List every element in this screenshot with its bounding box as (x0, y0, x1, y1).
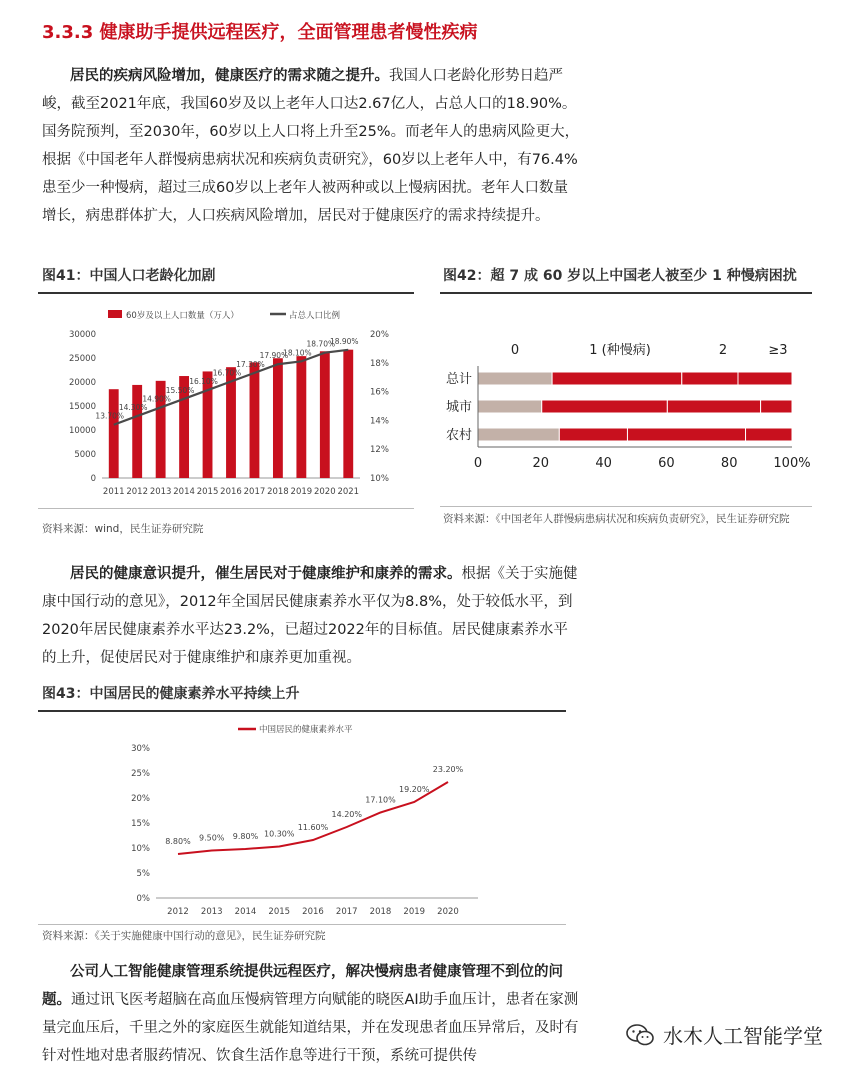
fig41-yleft-tick: 15000 (68, 402, 96, 412)
fig43-source: 资料来源：《关于实施健康中国行动的意见》，民生证券研究院 (42, 930, 326, 942)
fig42-bar-segment (682, 372, 738, 385)
fig41-bar (320, 351, 330, 478)
fig43-data-label: 8.80% (165, 837, 191, 846)
fig41-yleft-tick: 5000 (74, 450, 96, 460)
fig43-data-label: 10.30% (263, 829, 295, 839)
fig42-x-tick: 20 (532, 456, 550, 471)
fig42-segment-label: ≥3 (768, 343, 788, 358)
fig42-source: 资料来源：《中国老年人群慢病患病状况和疾病负责研究》，民生证券研究院 (443, 513, 790, 525)
paragraph-2-lead: 居民的健康意识提升，催生居民对于健康维护和康养的需求。 (70, 566, 462, 582)
fig43-y-tick: 0% (136, 894, 150, 904)
fig42-bar-segment (746, 428, 792, 441)
fig43-x-tick: 2017 (335, 907, 358, 917)
fig41-yright-tick: 20% (370, 330, 389, 340)
fig42-bar-segment (478, 372, 552, 385)
fig41-bar (273, 358, 283, 478)
fig43-y-tick: 25% (131, 769, 150, 779)
section-heading: 3.3.3 健康助手提供远程医疗，全面管理患者慢性疾病 (42, 22, 478, 43)
fig41-bar (250, 362, 260, 478)
fig41-bottom-rule (38, 508, 414, 509)
fig41-yleft-tick: 30000 (68, 330, 96, 340)
fig42-bar-segment (761, 400, 792, 413)
fig42-segment-label: 0 (510, 343, 520, 358)
fig43-x-tick: 2015 (268, 907, 291, 917)
fig41-x-tick: 2016 (220, 487, 242, 497)
fig43-y-tick: 20% (131, 794, 150, 804)
fig43-data-label: 17.10% (365, 795, 396, 805)
fig42-bottom-rule (440, 506, 812, 507)
fig42-segment-label: 2 (718, 343, 728, 358)
fig41-x-tick: 2017 (243, 487, 266, 497)
paragraph-3-body: 通过讯飞医考超脑在高血压慢病管理方向赋能的晓医AI助手血压计，患者在家测量完血压后，千里之外的家庭医生就能知道结果，并在发现患者血压异常后，及时有针对性地对患者服药情况、饮食生活作息等进行干预，系统可提供传 (42, 992, 579, 1064)
watermark-text: 水木人工智能学堂 (663, 1024, 823, 1048)
fig43-y-tick: 5% (136, 869, 150, 879)
fig43-x-tick: 2014 (234, 907, 257, 917)
fig42-chart (440, 298, 812, 506)
paragraph-2-body: 根据《关于实施健康中国行动的意见》，2012年全国居民健康素养水平仅为8.8%，处于较低水平，到2020年居民健康素养水平达23.2%，已超过2022年的目标值。居民健康素养水平的上升，促使居民对于健康维护和康养更加重视。 (42, 566, 578, 666)
fig41-yright-tick: 12% (370, 445, 389, 456)
fig41-line-label: 14.90% (142, 394, 171, 404)
fig41-bar (203, 371, 213, 478)
fig42-category-label: 农村 (445, 428, 472, 443)
fig41-x-tick: 2011 (102, 487, 125, 497)
fig41-x-tick: 2012 (126, 487, 149, 497)
fig43-x-tick: 2019 (403, 907, 426, 917)
fig43-data-label: 9.50% (199, 833, 225, 843)
fig41-line-label: 17.90% (259, 351, 289, 361)
fig41-line-label: 18.90% (329, 336, 359, 346)
fig43-bottom-rule (38, 924, 566, 925)
fig43-x-tick: 2018 (369, 907, 392, 917)
paragraph-3-lead: 公司人工智能健康管理系统提供远程医疗，解决慢病患者健康管理不到位的问题。 (42, 964, 563, 1008)
fig41-line-label: 14.30% (118, 403, 148, 413)
fig43-legend-label: 中国居民的健康素养水平 (259, 725, 353, 735)
paragraph-1-body: 我国人口老龄化形势日趋严峻，截至2021年底，我国60岁及以上老年人口达2.67亿人，占总人口的18.90%。国务院预判，至2030年，60岁以上人口将上升至25%。而老年人的患病风险更大，根据《中国老年人群慢病患病状况和疾病负责研究》，60岁以上老年人中，有76.4%患至少一种慢病，超过三成60岁以上老年人被两种或以上慢病困扰。老年人口数量增长，病患群体扩大，人口疾病风险增加，居民对于健康医疗的需求持续提升。 (42, 68, 580, 224)
fig43-rule (38, 710, 566, 712)
fig43-data-label: 11.60% (297, 823, 329, 832)
fig42-x-tick: 60 (658, 456, 675, 471)
paragraph-2 (42, 560, 582, 672)
fig43-y-tick: 10% (131, 844, 150, 854)
fig42-rule (440, 292, 812, 294)
fig42-bar-segment (542, 400, 668, 413)
fig43-data-label: 19.20% (398, 785, 430, 794)
fig42-x-tick: 40 (595, 456, 612, 471)
fig41-line-label: 13.70% (95, 411, 125, 421)
fig42-bar-segment (559, 428, 627, 441)
fig42-bar-segment (738, 372, 792, 385)
fig43-x-tick: 2013 (200, 907, 223, 917)
fig42-bar-segment (667, 400, 760, 413)
fig41-line-label: 16.70% (212, 368, 242, 378)
fig41-x-tick: 2018 (267, 487, 289, 497)
fig43-x-tick: 2020 (437, 907, 459, 917)
fig41-x-tick: 2015 (196, 487, 219, 497)
fig41-yleft-tick: 0 (90, 474, 96, 484)
wechat-icon (625, 1023, 655, 1047)
fig41-yright-tick: 10% (370, 474, 389, 484)
fig41-line-label: 18.70% (306, 339, 336, 349)
fig43-title: 图43：中国居民的健康素养水平持续上升 (42, 686, 300, 702)
fig41-source: 资料来源：wind，民生证券研究院 (42, 523, 204, 535)
fig43-data-label: 23.20% (432, 765, 464, 774)
fig41-line-label: 17.30% (236, 359, 265, 369)
watermark (625, 1020, 823, 1049)
fig41-bar (296, 356, 306, 478)
fig42-bar-segment (478, 428, 559, 441)
fig42-bar-segment (627, 428, 745, 441)
fig42-x-tick: 0 (473, 456, 483, 471)
fig41-bar (343, 350, 353, 478)
fig41-yright-tick: 16% (370, 387, 389, 398)
paragraph-3 (42, 958, 582, 1070)
fig41-bar (109, 389, 119, 478)
fig43-y-tick: 15% (131, 819, 150, 829)
fig41-yright-tick: 14% (370, 416, 389, 427)
fig41-rule (38, 292, 414, 294)
fig43-data-label: 14.20% (331, 810, 363, 819)
fig41-x-tick: 2014 (173, 487, 195, 497)
fig42-category-label: 城市 (445, 400, 472, 415)
fig41-x-tick: 2020 (313, 487, 336, 497)
fig43-x-tick: 2016 (302, 907, 324, 917)
fig43-chart (38, 714, 568, 924)
fig41-x-tick: 2021 (337, 487, 360, 497)
paragraph-1 (42, 62, 582, 230)
fig42-category-label: 总计 (445, 372, 472, 387)
fig43-y-tick: 30% (131, 744, 150, 754)
fig41-line-label: 15.50% (165, 385, 195, 395)
fig42-x-tick: 100% (773, 456, 811, 471)
paragraph-1-lead: 居民的疾病风险增加，健康医疗的需求随之提升。 (70, 68, 389, 84)
fig41-x-tick: 2013 (149, 487, 172, 497)
fig41-bar (132, 385, 142, 478)
fig41-chart (38, 298, 418, 510)
fig41-line-label: 18.10% (283, 348, 312, 358)
fig42-title: 图42：超 7 成 60 岁以上中国老人被至少 1 种慢病困扰 (443, 268, 797, 284)
fig41-title: 图41：中国人口老龄化加剧 (42, 268, 216, 284)
fig43-x-tick: 2012 (167, 907, 189, 917)
fig41-x-tick: 2019 (290, 487, 313, 497)
fig41-yright-tick: 18% (370, 358, 389, 369)
fig42-segment-label: 1 (种慢病) (589, 343, 651, 358)
fig41-legend-swatch-bars (108, 310, 122, 318)
fig41-yleft-tick: 25000 (68, 354, 96, 364)
fig42-x-tick: 80 (720, 456, 738, 471)
fig42-bar-segment (552, 372, 682, 385)
fig42-bar-segment (478, 400, 542, 413)
fig41-legend-label-line: 占总人口比例 (289, 311, 341, 321)
fig41-yleft-tick: 20000 (68, 378, 96, 388)
fig43-data-label: 9.80% (232, 832, 259, 841)
fig41-line-label: 16.10% (189, 377, 218, 387)
fig41-legend-label-bars: 60岁及以上人口数量（万人） (126, 311, 239, 321)
fig41-yleft-tick: 10000 (68, 426, 96, 436)
